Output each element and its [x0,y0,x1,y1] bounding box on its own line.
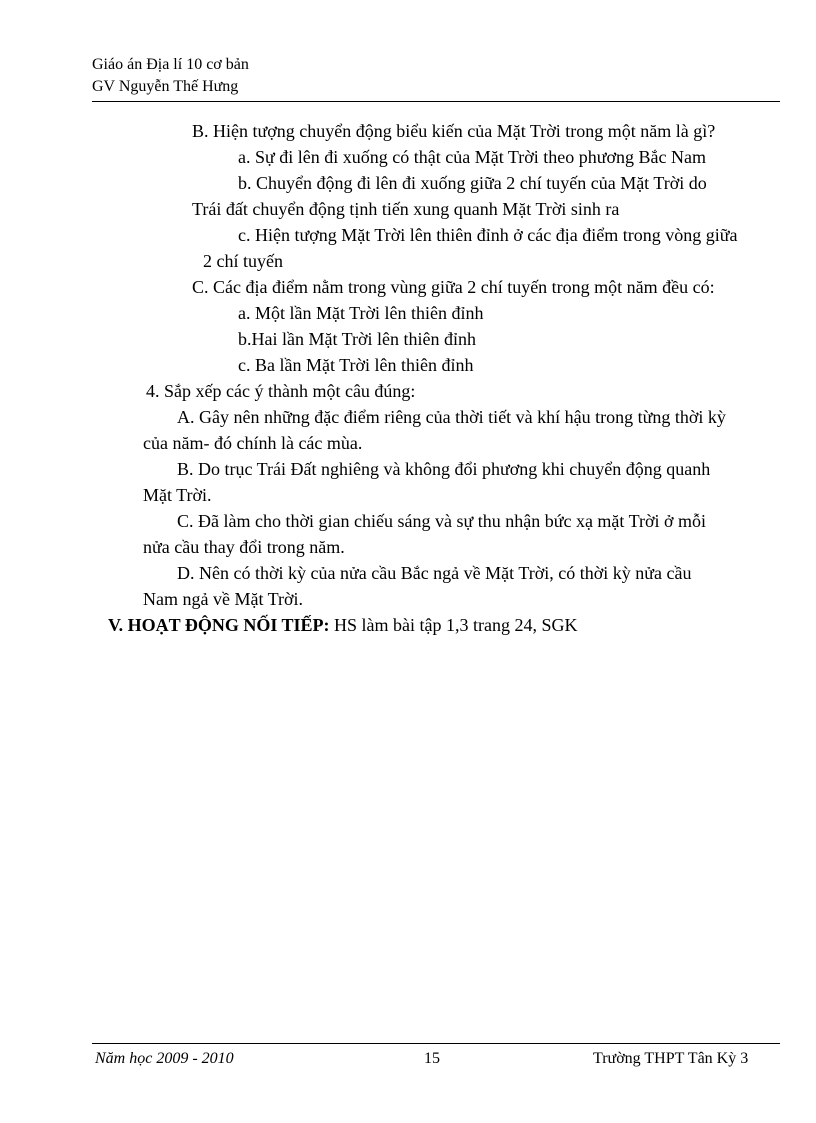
question-4-title: 4. Sắp xếp các ý thành một câu đúng: [146,381,416,401]
page-header [92,54,780,98]
footer-school-name: Trường THPT Tân Kỳ 3 [593,1050,749,1067]
question-4-item-d-line2: Nam ngả về Mặt Trời. [143,589,304,609]
section-v-heading: V. HOẠT ĐỘNG NỐI TIẾP: [108,615,330,635]
footer-page-number: 15 [424,1050,440,1067]
section-v [108,612,816,638]
question-3c-option-a: a. Một lần Mặt Trời lên thiên đỉnh [238,303,484,323]
question-3c-title: C. Các địa điểm nằm trong vùng giữa 2 chí tuyến trong một năm đều có: [192,277,715,297]
question-3c-option-c: c. Ba lần Mặt Trời lên thiên đỉnh [238,355,474,375]
footer-divider [92,1043,780,1044]
question-3b-option-c-line1: c. Hiện tượng Mặt Trời lên thiên đỉnh ở các địa điểm trong vòng giữa [238,225,738,245]
question-4-item-c-line2: nửa cầu thay đổi trong năm. [143,537,345,557]
footer-school-year: Năm học 2009 - 2010 [95,1050,234,1067]
question-4-item-d-line1: D. Nên có thời kỳ của nửa cầu Bắc ngả về Mặt Trời, có thời kỳ nửa cầu [177,563,692,583]
question-3b-option-b-line2: Trái đất chuyển động tịnh tiến xung quanh Mặt Trời sinh ra [192,199,620,219]
question-3b-option-c-line2: 2 chí tuyến [203,251,283,271]
question-4-item-b-line2: Mặt Trời. [143,485,212,505]
question-3b-option-a: a. Sự đi lên đi xuống có thật của Mặt Trời theo phương Bắc Nam [238,147,706,167]
header-author: GV Nguyễn Thế Hưng [92,78,239,95]
question-3b-title: B. Hiện tượng chuyển động biểu kiến của Mặt Trời trong một năm là gì? [192,121,716,141]
question-3b-option-b-line1: b. Chuyển động đi lên đi xuống giữa 2 chí tuyến của Mặt Trời do [238,173,707,193]
section-v-text: HS làm bài tập 1,3 trang 24, SGK [329,615,578,635]
header-title: Giáo án Địa lí 10 cơ bản [92,56,249,73]
question-4-item-a-line1: A. Gây nên những đặc điểm riêng của thời tiết và khí hậu trong từng thời kỳ [177,407,726,427]
question-4-item-b-line1: B. Do trục Trái Đất nghiêng và không đổi phương khi chuyển động quanh [177,459,711,479]
document-body [0,118,816,638]
question-4-item-a-line2: của năm- đó chính là các mùa. [143,433,363,453]
question-4-item-c-line1: C. Đã làm cho thời gian chiếu sáng và sự thu nhận bức xạ mặt Trời ở mỗi [177,511,706,531]
header-divider [92,101,780,102]
question-3c-option-b: b.Hai lần Mặt Trời lên thiên đỉnh [238,329,477,349]
